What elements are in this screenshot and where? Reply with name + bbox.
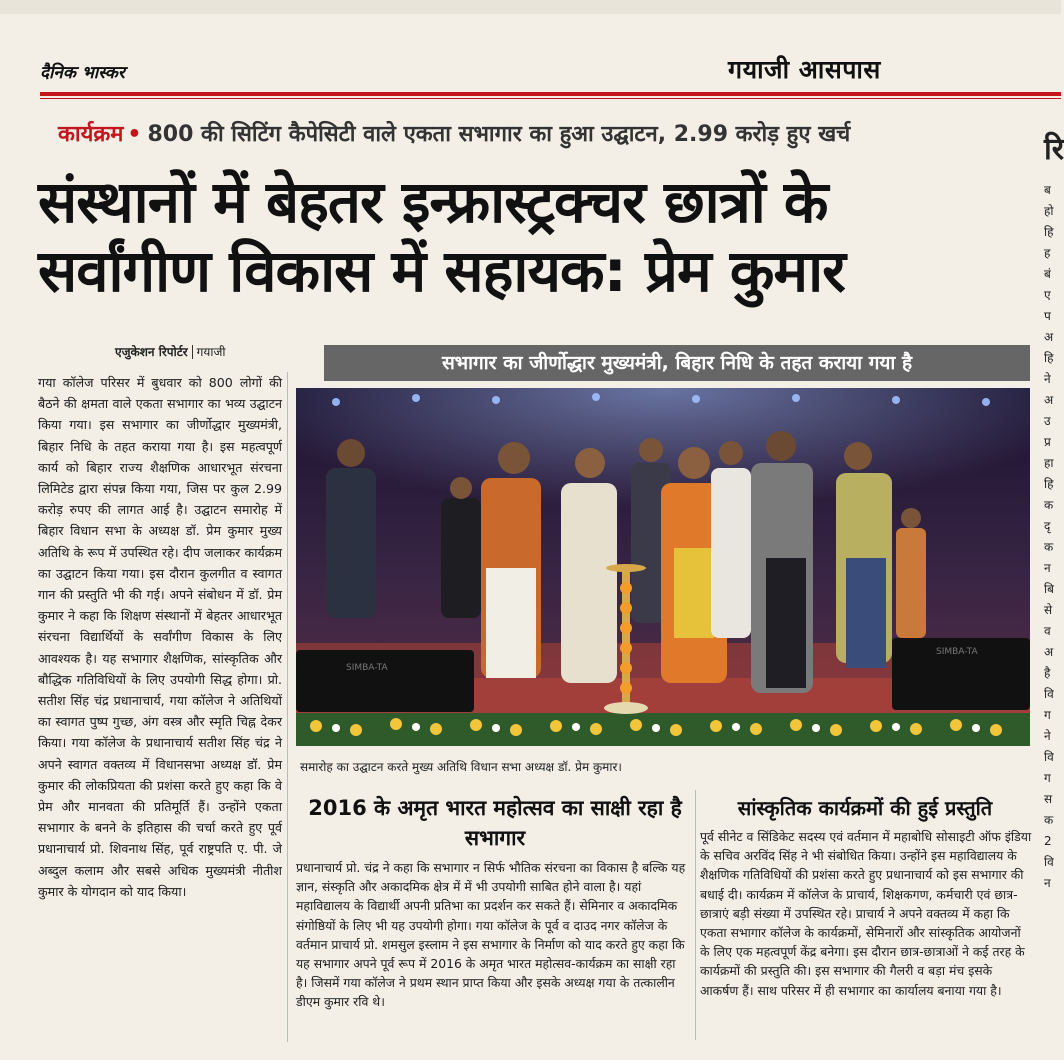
byline-place: गयाजी xyxy=(192,345,226,359)
photo-banner: सभागार का जीर्णोद्धार मुख्यमंत्री, बिहार निधि के तहत कराया गया है xyxy=(324,345,1030,381)
headline xyxy=(38,168,1028,306)
column-divider-2 xyxy=(695,790,696,1040)
bleed-line: हा xyxy=(1044,456,1054,470)
bleed-line: क xyxy=(1044,498,1054,512)
speaker-brand-left: SIMBA-TA xyxy=(346,663,388,673)
article-column-3: पूर्व सीनेट व सिंडिकेट सदस्य एवं वर्तमान में महाबोधि सोसाइटी ऑफ इंडिया के सचिव अरविंद सिंह ने भी संबोधित किया। उन्होंने इस महाविद्यालय के शैक्षणिक गतिविधियों की प्रशंसा करते हुए प्रधानाचार्य को इस सभागार की बधाई दी। कार्यक्रम में कॉलेज के प्राचार्य, शिक्षकगण, कर्मचारी एवं छात्र-छात्राएं बड़ी संख्या में उपस्थित रहे। प्राचार्य ने अपने वक्तव्य में कहा कि एकता सभागार कॉलेज के कार्यक्रमों, सेमिनारों और सांस्कृतिक आयोजनों के लिए एक महत्वपूर्ण केंद्र बनेगा। इस दौरान छात्र-छात्राओं ने कई तरह के कार्यक्रमों की प्रस्तुति की। इस सभागार की गैलरी व बड़ा मंच इसके आकर्षण हैं। साथ परिसर में ही सभागार का कार्यालय बनाया गया है। xyxy=(700,829,1032,998)
bleed-line: बं xyxy=(1044,267,1051,281)
kicker-text: 800 की सिटिंग कैपेसिटी वाले एकता सभागार का हुआ उद्घाटन, 2.99 करोड़ हुए खर्च xyxy=(147,122,851,147)
bleed-line: ने xyxy=(1044,372,1051,386)
flower-border xyxy=(296,713,1030,746)
event-photo xyxy=(296,388,1030,746)
bleed-line: अ xyxy=(1044,645,1054,659)
bleed-line: ह xyxy=(1044,246,1051,260)
section-name: गयाजी आसपास xyxy=(728,55,881,84)
masthead-rule-thin xyxy=(40,98,1061,99)
subheading-2: सांस्कृतिक कार्यक्रमों की हुई प्रस्तुति xyxy=(737,796,993,820)
bleed-line: न xyxy=(1044,561,1051,575)
bleed-line: 2 xyxy=(1044,834,1052,848)
bleed-lines xyxy=(1044,180,1061,894)
bleed-line: हि xyxy=(1044,225,1054,239)
subheading-1: 2016 के अमृत भारत महोत्सव का साक्षी रहा है सभागार xyxy=(308,796,682,850)
adjacent-headline-fragment: रि xyxy=(1044,132,1064,167)
kicker xyxy=(58,118,1048,148)
byline xyxy=(115,343,226,360)
bleed-line: हि xyxy=(1044,477,1054,491)
bleed-line: ने xyxy=(1044,729,1051,743)
bleed-line: न xyxy=(1044,876,1051,890)
article-column-1 xyxy=(38,372,282,902)
speaker-right xyxy=(892,638,1030,710)
bleed-line: अ xyxy=(1044,393,1054,407)
adjacent-article-bleed xyxy=(1044,120,1064,1060)
bleed-line: स xyxy=(1044,792,1053,806)
bleed-line: ग xyxy=(1044,771,1051,785)
article-text-1: गया कॉलेज परिसर में बुधवार को 800 लोगों की बैठने की क्षमता वाले एकता सभागार का भव्य उद्घाटन किया गया। इस सभागार का जीर्णोद्धार मुख्यमंत्री, बिहार निधि के तहत कराया गया है। इस महत्वपूर्ण कार्य को बिहार राज्य शैक्षणिक आधारभूत संरचना लिमिटेड द्वारा संपन्न किया गया, जिस पर कुल 2.99 करोड़ रुपए की लागत आई है। उद्घाटन समारोह में बिहार विधान सभा के अध्यक्ष डॉ. प्रेम कुमार मुख्य अतिथि के रूप में उपस्थित रहे। दीप जलाकर कार्यक्रम का उद्घाटन किया गया। इस दौरान कुलगीत व स्वागत गान की प्रस्तुति भी की गई। अपने संबोधन में डॉ. प्रेम कुमार ने कहा कि शिक्षण संस्थानों में बेहतर आधारभूत संरचना विद्यार्थियों के सर्वांगीण विकास के लिए आवश्यक है। यह सभागार शैक्षणिक, सांस्कृतिक और बौद्धिक गतिविधियों के लिए उपयोगी सिद्ध होगा। प्रो. सतीश सिंह चंद्र प्रधानाचार्य, गया कॉलेज ने अतिथियों का स्वागत पुष्प गुच्छ, अंग वस्त्र और स्मृति चिह्न देकर किया। गया कॉलेज के प्रधानाचार्य सतीश सिंह चंद्र ने अपने स्वागत वक्तव्य में विधानसभा अध्यक्ष डॉ. प्रेम कुमार की लोकप्रियता की प्रशंसा करते हुए कहा कि वे प्रेम और मानवता की प्रतिमूर्ति हैं। उन्होंने एकता सभागार के बनने के इतिहास की चर्चा करते हुए पूर्व प्रधानाचार्य प्रो. शिवनाथ सिंह, पूर्व राष्ट्रपति ए. पी. जे अब्दुल कलाम और सबसे अधिक मुख्यमंत्री नीतीश कुमार के योगदान को याद किया। xyxy=(38,375,282,899)
headline-line-2: सर्वांगीण विकास में सहायक: प्रेम कुमार xyxy=(38,237,845,305)
article-column-2: प्रधानाचार्य प्रो. चंद्र ने कहा कि सभागार न सिर्फ भौतिक संरचना का विकास है बल्कि यह ज्ञान, संस्कृति और अकादमिक क्षेत्र में में भी उपयोगी साबित होने वाला है। यहां महाविद्यालय के विद्यार्थी अपनी प्रतिभा का प्रदर्शन कर सकते हैं। सेमिनार व अकादमिक संगोष्ठियों के लिए भी यह उपयोगी होगा। गया कॉलेज के पूर्व व दाउद नगर कॉलेज के वर्तमान प्राचार्य प्रो. शमसुल इस्लाम ने इस सभागार के निर्माण को याद करते हुए कहा कि यह सभागार अपने पूर्व रूप में 2016 के अमृत भारत महोत्सव-कार्यक्रम का साक्षी रहा है। जिसमें गया कॉलेज ने प्रथम स्थान प्राप्त किया और इसके अध्यक्ष गया के तत्कालीन डीएम कुमार रवि थे। xyxy=(296,860,686,1010)
bleed-line: वि xyxy=(1044,750,1054,764)
bleed-line: ग xyxy=(1044,708,1051,722)
bleed-line: हो xyxy=(1044,204,1054,218)
paper-name: दैनिक भास्कर xyxy=(40,63,125,83)
bleed-line: ए xyxy=(1044,288,1051,302)
bleed-line: है xyxy=(1044,666,1051,680)
kicker-bullet: • xyxy=(127,122,142,147)
bleed-line: वि xyxy=(1044,855,1054,869)
bleed-line: प xyxy=(1044,309,1051,323)
bleed-line: क xyxy=(1044,813,1054,827)
byline-reporter: एजुकेशन रिपोर्टर xyxy=(115,345,188,359)
masthead xyxy=(40,52,1040,92)
masthead-rule xyxy=(40,92,1061,96)
top-margin xyxy=(0,0,1061,14)
bleed-line: अ xyxy=(1044,330,1054,344)
speaker-brand-right: SIMBA-TA xyxy=(936,647,978,657)
bleed-line: व xyxy=(1044,624,1051,638)
kicker-label: कार्यक्रम xyxy=(58,122,124,147)
speaker-left xyxy=(296,650,474,712)
bleed-line: दृ xyxy=(1044,519,1051,533)
event-photo-illustration xyxy=(296,388,1030,746)
bleed-line: वि xyxy=(1044,687,1054,701)
bleed-line: उ xyxy=(1044,414,1051,428)
bleed-line: प्र xyxy=(1044,435,1051,449)
bleed-line: से xyxy=(1044,603,1053,617)
photo-caption: समारोह का उद्घाटन करते मुख्य अतिथि विधान सभा अध्यक्ष डॉ. प्रेम कुमार। xyxy=(300,760,622,774)
bleed-line: बि xyxy=(1044,582,1054,596)
headline-line-1: संस्थानों में बेहतर इन्फ्रास्ट्रक्चर छात्रों के xyxy=(38,168,828,236)
bleed-line: ब xyxy=(1044,183,1051,197)
column-divider xyxy=(287,372,288,1042)
bleed-line: हि xyxy=(1044,351,1054,365)
bleed-line: क xyxy=(1044,540,1054,554)
